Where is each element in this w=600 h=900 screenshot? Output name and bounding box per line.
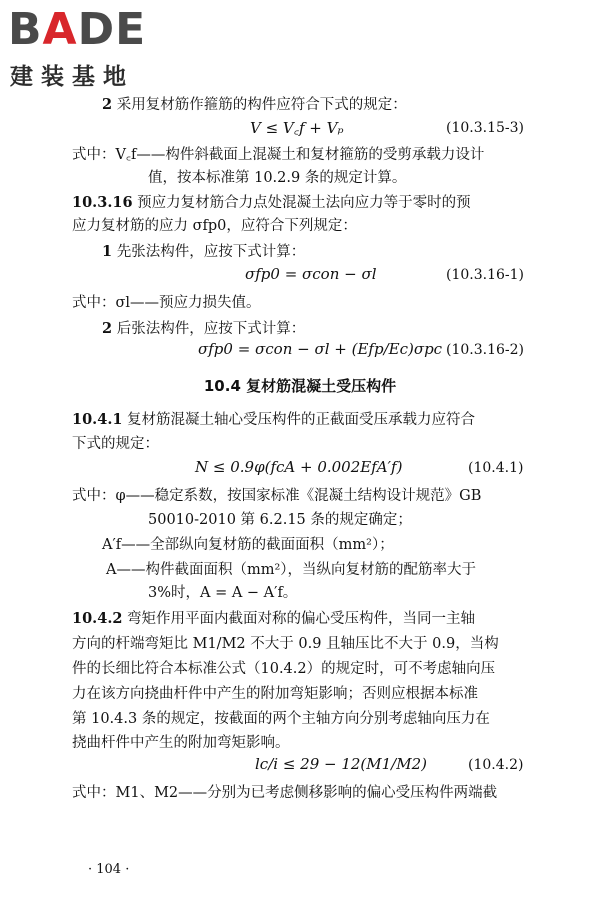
clause-10-3-15-item-2: 2 采用复材筋作箍筋的构件应符合下式的规定： bbox=[102, 96, 407, 113]
clause-10-3-16: 10.3.16 预应力复材筋合力点处混凝土法向应力等于零时的预 bbox=[72, 194, 471, 211]
paragraph-line: 下式的规定： bbox=[72, 436, 159, 452]
page-number: · 104 · bbox=[88, 862, 130, 877]
formula-10-3-16-2: σfp0 = σcon − σl + (Efp/Ec)σpc bbox=[198, 340, 443, 358]
definition-line: 式中：V꜀f——构件斜截面上混凝土和复材箍筋的受剪承载力设计 bbox=[72, 147, 485, 163]
paragraph-line: 方向的杆端弯矩比 M1/M2 不大于 0.9 且轴压比不大于 0.9，当构 bbox=[72, 636, 499, 652]
definition-line: 值，按本标准第 10.2.9 条的规定计算。 bbox=[148, 170, 407, 186]
section-heading: 10.4 复材筋混凝土受压构件 bbox=[203, 377, 397, 395]
equation-number: (10.3.16-2) bbox=[446, 342, 524, 358]
formula-10-3-15-3: V ≤ V꜀f + Vₚ bbox=[250, 119, 344, 137]
formula-10-4-1: N ≤ 0.9φ(fcA + 0.002EfA′f) bbox=[195, 458, 403, 476]
definition-line: 50010-2010 第 6.2.15 条的规定确定； bbox=[148, 512, 412, 528]
definition-line: A——构件截面面积（mm²），当纵向复材筋的配筋率大于 bbox=[106, 562, 477, 578]
definition-line: 式中：M1、M2——分别为已考虑侧移影响的偏心受压构件两端截 bbox=[72, 785, 498, 801]
paragraph-line: 第 10.4.3 条的规定，按截面的两个主轴方向分别考虑轴向压力在 bbox=[72, 711, 490, 727]
equation-number: (10.4.1) bbox=[468, 460, 524, 476]
paragraph-line: 力在该方向挠曲杆件中产生的附加弯矩影响；否则应根据本标准 bbox=[72, 686, 478, 702]
equation-number: (10.4.2) bbox=[468, 757, 524, 773]
logo-subtitle: 建装基地 bbox=[10, 64, 134, 90]
formula-10-4-2: lc/i ≤ 29 − 12(M1/M2) bbox=[255, 755, 427, 773]
equation-number: (10.3.16-1) bbox=[446, 267, 524, 283]
definition-line: 3%时，A = A − A′f。 bbox=[148, 585, 298, 601]
logo-brand: BADE bbox=[8, 4, 147, 55]
clause-10-4-1: 10.4.1 复材筋混凝土轴心受压构件的正截面受压承载力应符合 bbox=[72, 411, 476, 428]
definition-line: 式中：σl——预应力损失值。 bbox=[72, 295, 261, 311]
paragraph-line: 应力复材筋的应力 σfp0，应符合下列规定： bbox=[72, 218, 357, 234]
clause-10-3-16-item-2: 2 后张法构件，应按下式计算： bbox=[102, 320, 306, 337]
definition-line: A′f——全部纵向复材筋的截面面积（mm²）； bbox=[102, 537, 394, 553]
clause-10-3-16-item-1: 1 先张法构件，应按下式计算： bbox=[102, 243, 306, 260]
definition-line: 式中：φ——稳定系数，按国家标准《混凝土结构设计规范》GB bbox=[72, 488, 482, 504]
publisher-logo bbox=[8, 4, 178, 90]
formula-10-3-16-1: σfp0 = σcon − σl bbox=[245, 265, 377, 283]
paragraph-line: 挠曲杆件中产生的附加弯矩影响。 bbox=[72, 735, 290, 751]
equation-number: (10.3.15-3) bbox=[446, 120, 524, 136]
clause-10-4-2: 10.4.2 弯矩作用平面内截面对称的偏心受压构件，当同一主轴 bbox=[72, 610, 476, 627]
paragraph-line: 件的长细比符合本标准公式（10.4.2）的规定时，可不考虑轴向压 bbox=[72, 661, 496, 677]
